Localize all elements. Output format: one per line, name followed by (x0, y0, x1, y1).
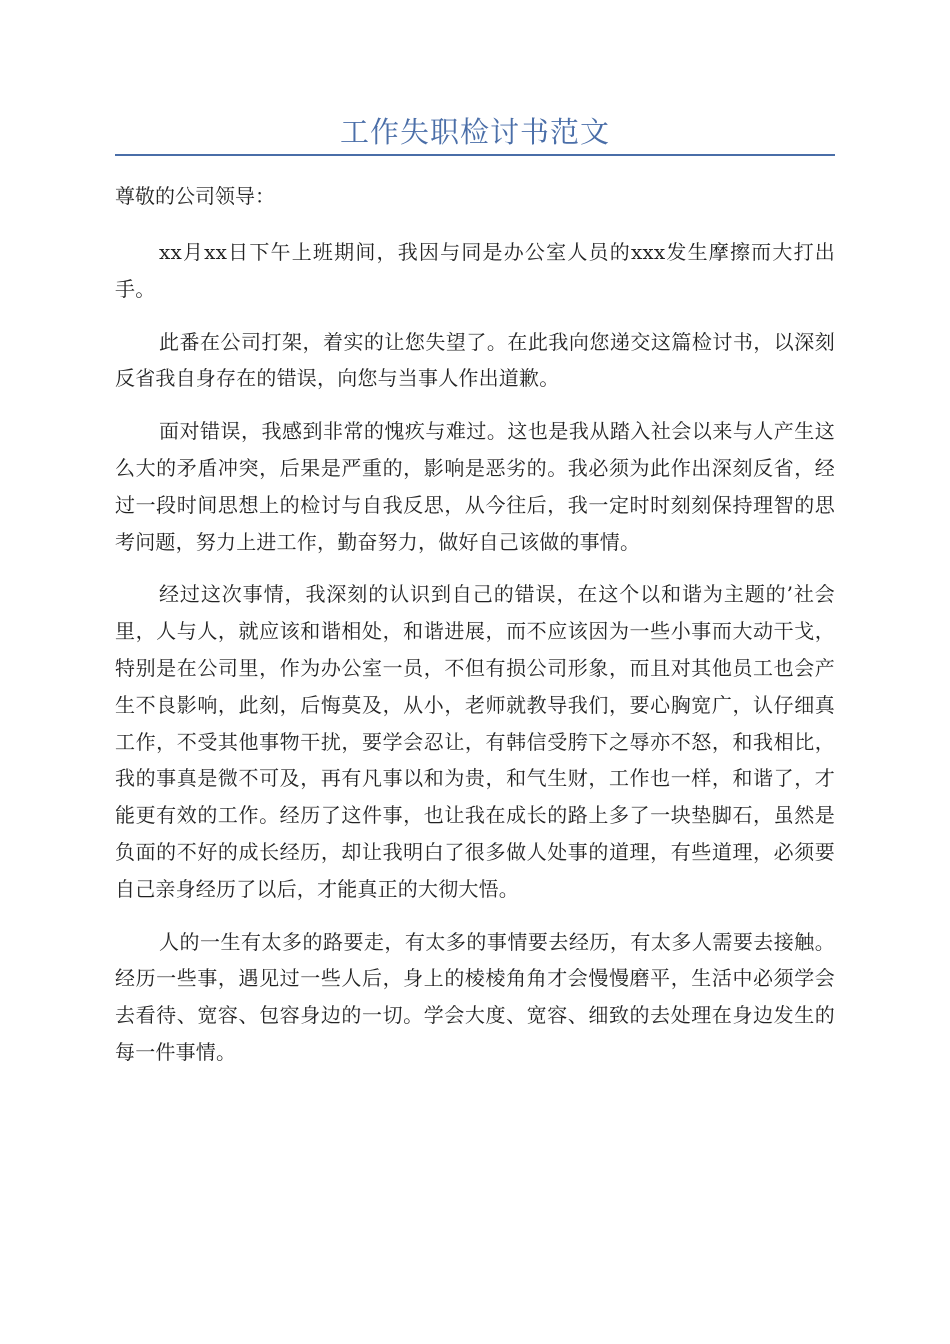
paragraph: 人的一生有太多的路要走，有太多的事情要去经历，有太多人需要去接触。经历一些事，遇见过一些人后，身上的棱棱角角才会慢慢磨平，生活中必须学会去看待、宽容、包容身边的一切。学会大度、宽容、细致的去处理在身边发生的每一件事情。 (115, 929, 835, 1064)
document-title: 工作失职检讨书范文 (339, 115, 610, 149)
paragraph: 面对错误，我感到非常的愧疚与难过。这也是我从踏入社会以来与人产生这么大的矛盾冲突，后果是严重的，影响是恶劣的。我必须为此作出深刻反省，经过一段时间思想上的检讨与自我反思，从今往后，我一定时时刻刻保持理智的思考问题，努力上进工作，勤奋努力，做好自己该做的事情。 (115, 419, 835, 554)
title-underline (115, 154, 835, 156)
document-body (115, 174, 835, 1087)
salutation: 尊敬的公司领导： (115, 184, 275, 208)
paragraph: xx月xx日下午上班期间，我因与同是办公室人员的xxx发生摩擦而大打出手。 (115, 240, 835, 301)
paragraph: 此番在公司打架，着实的让您失望了。在此我向您递交这篇检讨书，以深刻反省我自身存在的错误，向您与当事人作出道歉。 (115, 329, 835, 391)
paragraph: 经过这次事情，我深刻的认识到自己的错误，在这个以和谐为主题的’社会里，人与人，就应该和谐相处，和谐进展，而不应该因为一些小事而大动干戈，特别是在公司里，作为办公室一员，不但有损公司形象，而且对其他员工也会产生不良影响，此刻，后悔莫及，从小，老师就教导我们，要心胸宽广，认仔细真工作，不受其他事物干扰，要学会忍让，有韩信受胯下之辱亦不怒，和我相比，我的事真是微不可及，再有凡事以和为贵，和气生财，工作也一样，和谐了，才能更有效的工作。经历了这件事，也让我在成长的路上多了一块垫脚石，虽然是负面的不好的成长经历，却让我明白了很多做人处事的道理，有些道理，必须要自己亲身经历了以后，才能真正的大彻大悟。 (115, 582, 835, 901)
